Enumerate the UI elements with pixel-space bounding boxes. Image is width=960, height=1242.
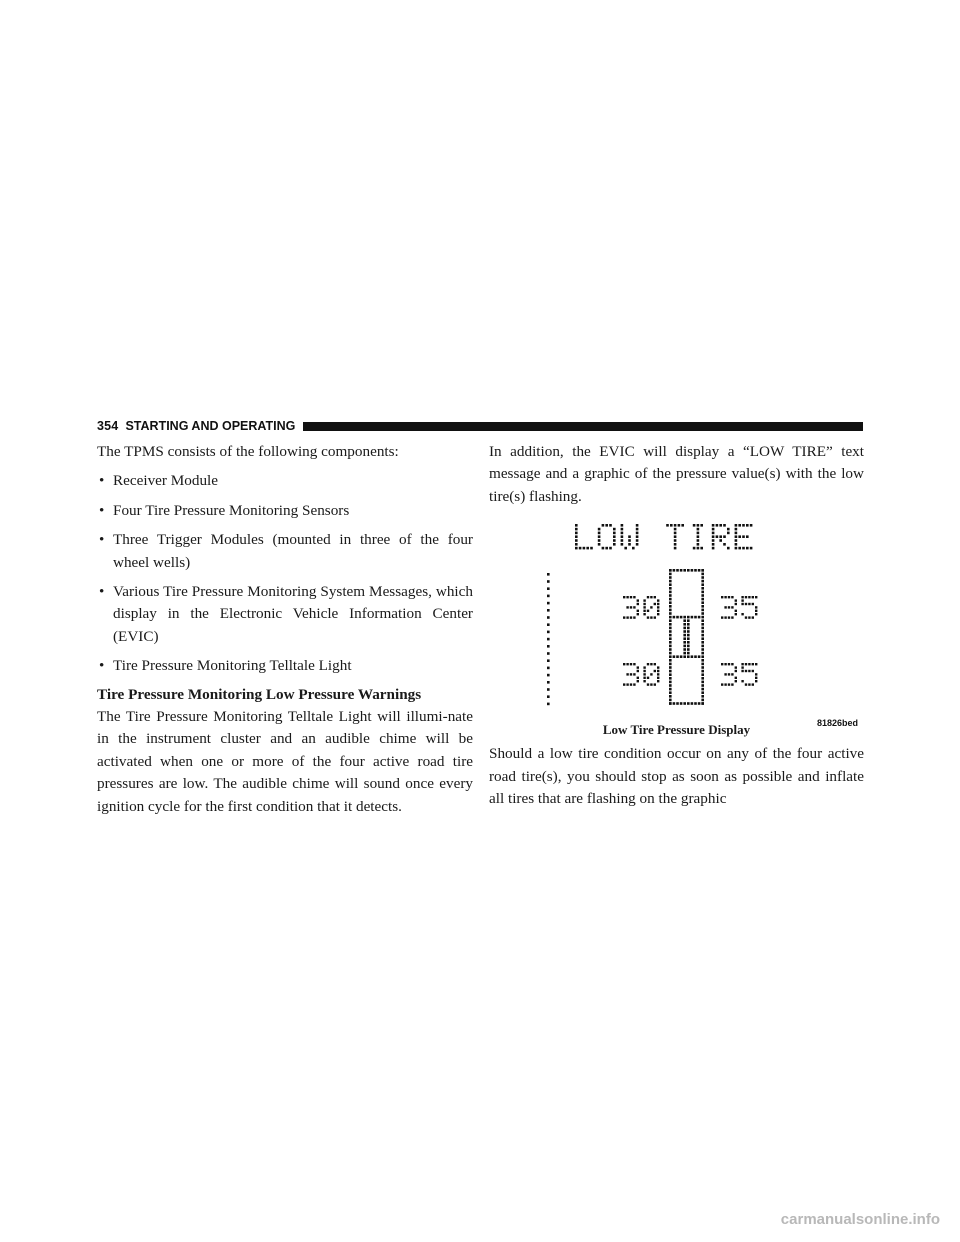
tire-pressure-values: [623, 596, 757, 686]
glyph-r: [712, 524, 730, 549]
figure-caption: Low Tire Pressure Display: [602, 722, 751, 738]
glyph-5: [741, 663, 757, 686]
left-column: [97, 441, 473, 818]
glyph-w: [621, 524, 639, 549]
watermark: carmanualsonline.info: [780, 1211, 940, 1228]
list-item: • Receiver Module: [97, 470, 473, 492]
figure-id: 81826bed: [816, 718, 858, 729]
list-item: • Four Tire Pressure Monitoring Sensors: [97, 500, 473, 522]
tire-pressure-value: [623, 596, 659, 619]
evic-intro: In addition, the EVIC will display a “LOW TIRE” text message and a graphic of the pressure value(s) with the low tire(s) flashing.: [489, 443, 864, 505]
tire-pressure-value: [623, 663, 659, 686]
evic-dot-matrix-display: [489, 521, 864, 726]
components-list: [97, 470, 473, 677]
page-header: [97, 418, 863, 434]
right-column: [489, 441, 864, 810]
list-item: • Three Trigger Modules (mounted in three of the four wheel wells): [99, 531, 473, 571]
glyph-3: [623, 663, 639, 686]
list-item: • Various Tire Pressure Monitoring System Messages, which display in the Electronic Vehicle Information Center (EVIC): [99, 583, 473, 645]
low-tire-paragraph: Should a low tire condition occur on any of the four active road tire(s), you should stop as soon as possible and inflate all tires that are flashing on the graphic: [489, 745, 864, 808]
glyph-3: [623, 596, 639, 619]
glyph-e: [735, 524, 753, 549]
low-tire-text: [575, 524, 752, 549]
header-rule: [303, 422, 863, 431]
glyph-t: [666, 524, 684, 549]
warnings-paragraph: The Tire Pressure Monitoring Telltale Light will illumi-nate in the instrument cluster and an audible chime will be activated when one or more of the four active road tire pressures are low. The audible chime will sound once every ignition cycle for the first condition that it detects.: [97, 708, 473, 815]
bullet-icon: •: [99, 501, 105, 519]
bullet-icon: •: [99, 472, 105, 490]
section-title: STARTING AND OPERATING: [125, 419, 296, 433]
glyph-5: [741, 596, 757, 619]
glyph-3: [721, 596, 737, 619]
glyph-0: [643, 663, 659, 686]
glyph-l: [575, 524, 593, 549]
tire-pressure-value: [721, 663, 757, 686]
glyph-o: [598, 524, 616, 549]
glyph-0: [643, 596, 659, 619]
bullet-icon: •: [99, 657, 105, 675]
low-tire-figure: [489, 521, 864, 729]
bullet-icon: •: [99, 583, 105, 601]
page-number: 354: [97, 419, 119, 433]
tire-pressure-value: [721, 596, 757, 619]
warnings-subheading: Tire Pressure Monitoring Low Pressure Warnings: [97, 685, 422, 703]
vehicle-outline-icon: [547, 569, 704, 705]
list-item: • Tire Pressure Monitoring Telltale Light: [97, 655, 473, 677]
bullet-icon: •: [99, 531, 105, 549]
glyph-i: [693, 524, 703, 549]
components-intro: The TPMS consists of the following components:: [97, 443, 399, 460]
glyph-3: [721, 663, 737, 686]
